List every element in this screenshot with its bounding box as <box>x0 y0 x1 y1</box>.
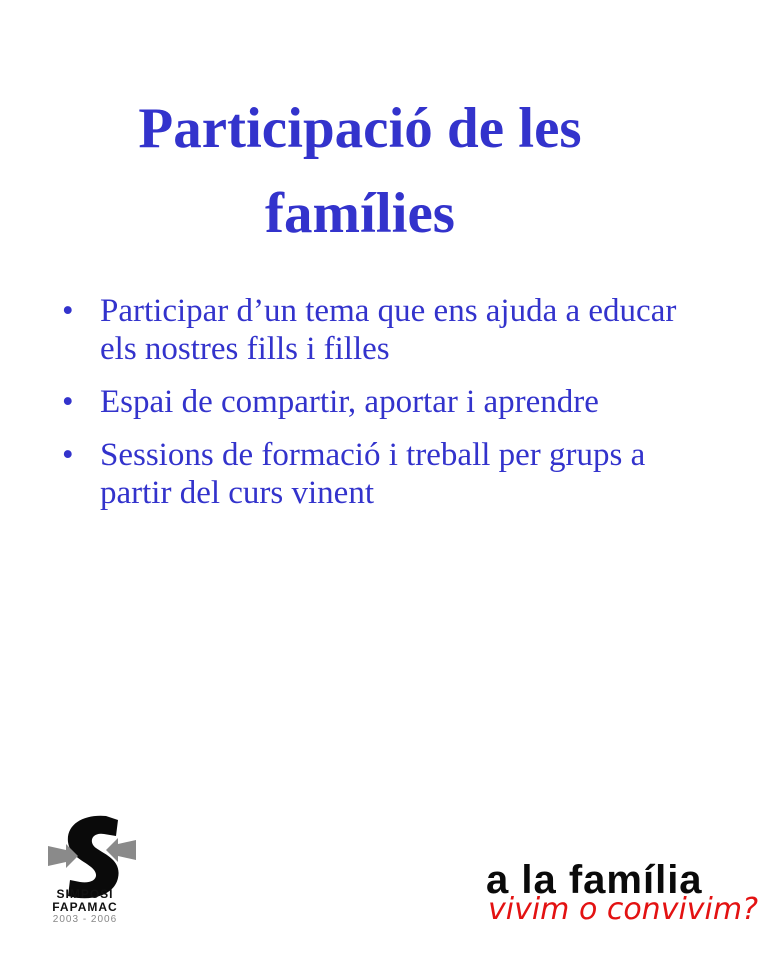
bullet-marker: • <box>62 293 74 329</box>
simposi-years: 2003 - 2006 <box>52 914 118 925</box>
bullet-list <box>62 292 702 527</box>
bullet-text: Sessions de formació i treball per grups a partir del curs vinent <box>100 437 646 511</box>
bullet-marker: • <box>62 437 74 473</box>
bullet-text: Espai de compartir, aportar i aprendre <box>100 384 599 420</box>
slide-title: Participació de les famílies <box>138 97 582 245</box>
brand-subtitle: vivim o convivim? <box>488 892 758 927</box>
bullet-item <box>62 436 702 512</box>
brand-title: a la família <box>486 858 703 902</box>
simposi-org: FAPAMAC <box>52 900 118 914</box>
simposi-name: SIMPOSI <box>56 887 114 901</box>
bullet-marker: • <box>62 384 74 420</box>
bullet-item <box>62 383 702 421</box>
bullet-item <box>62 292 702 368</box>
bullet-text: Participar d’un tema que ens ajuda a educar els nostres fills i filles <box>100 293 677 367</box>
